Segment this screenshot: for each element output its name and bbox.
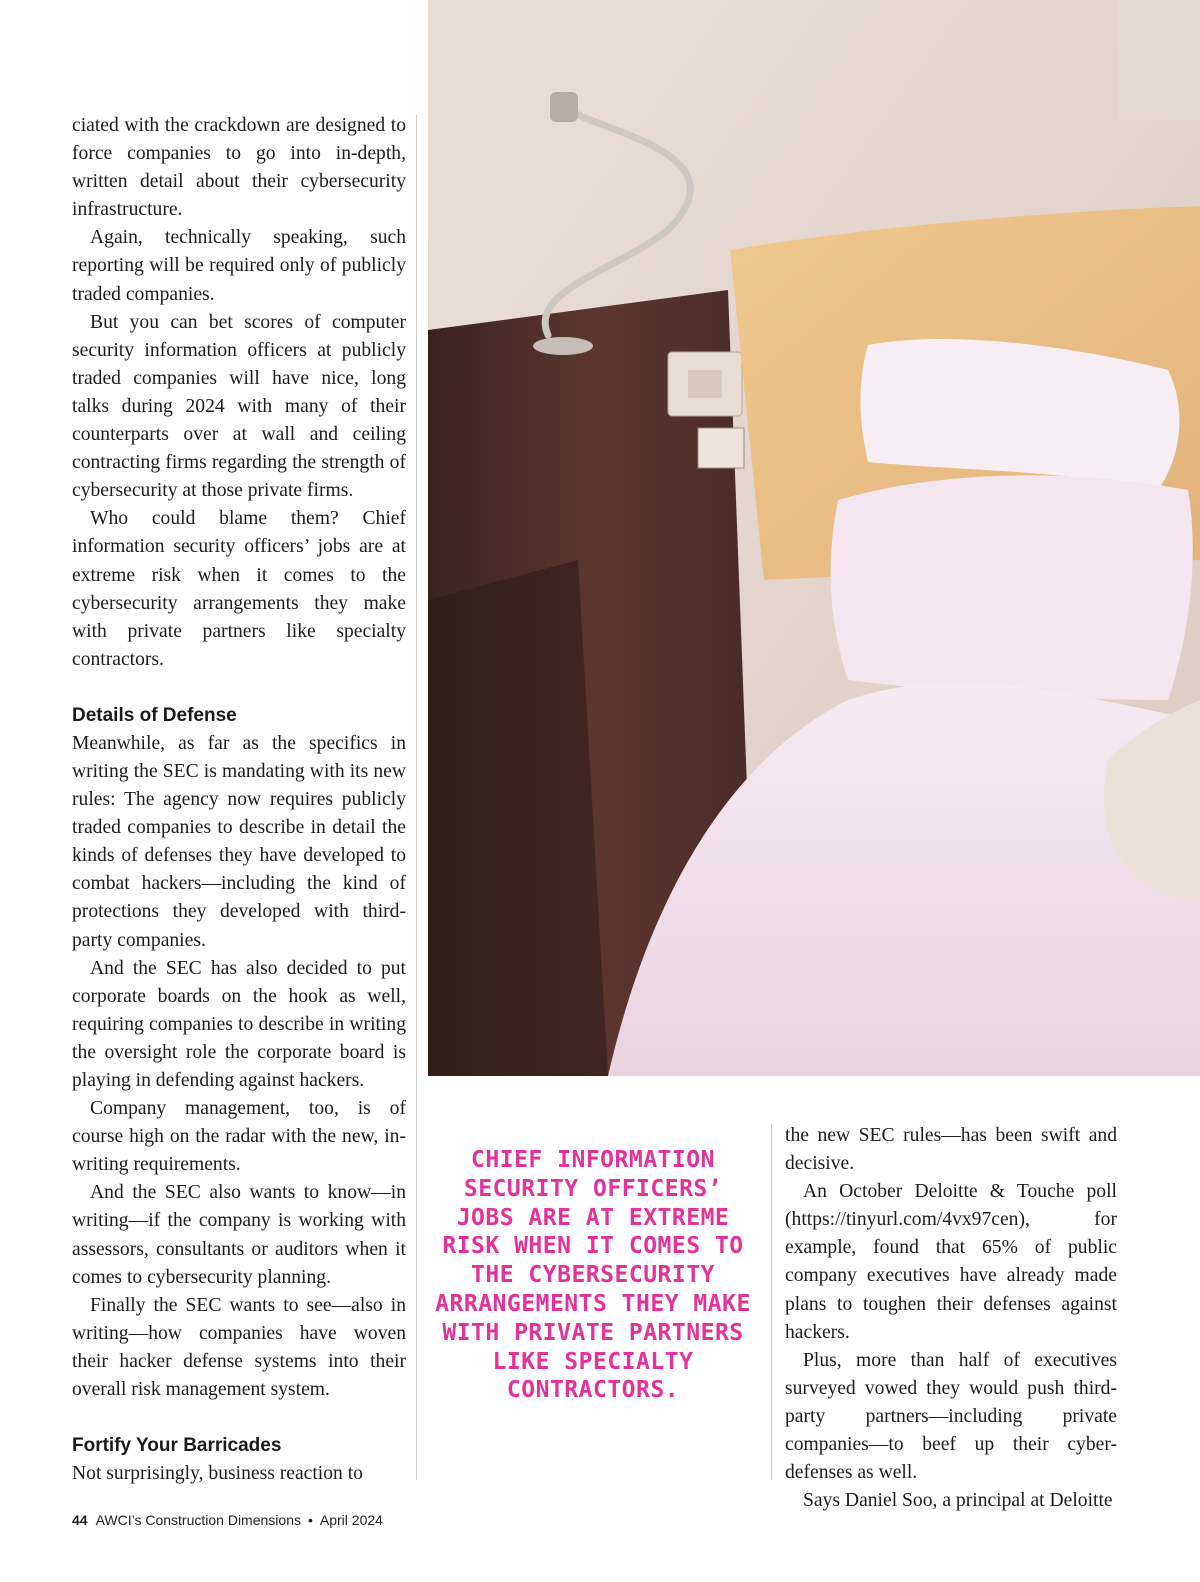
wall-picture: [1118, 0, 1200, 120]
section-heading-details-of-defense: Details of Defense: [72, 704, 237, 726]
pillow: [831, 475, 1193, 700]
page-number: 44: [72, 1512, 88, 1528]
paragraph: Plus, more than half of executives surveyed vowed they would push third-party partners—including private companies—to beef up their cyber-defenses as well.: [785, 1349, 1117, 1484]
paragraph: Again, technically speaking, such reporting will be required only of publicly traded companies.: [72, 227, 406, 305]
paragraph: ciated with the crackdown are designed to force companies to go into in-depth, written detail about their cybersecurity infrastructure.: [72, 115, 406, 221]
paragraph: And the SEC has also decided to put corporate boards on the hook as well, requiring companies to describe in writing the oversight role the corporate board is playing in defending against hackers.: [72, 957, 406, 1091]
page-footer: [72, 1512, 383, 1528]
paragraph: But you can bet scores of computer security information officers at publicly traded companies will have nice, long talks during 2024 with many of their counterparts over at wall and ceiling contracting firms regarding the strength of cybersecurity at those private firms.: [72, 311, 406, 502]
paragraph: the new SEC rules—has been swift and decisive.: [785, 1125, 1117, 1175]
paragraph: An October Deloitte & Touche poll (https://tinyurl.com/4vx97cen), for example, found that 65% of public company executives have already made plans to toughen their defenses against hackers.: [785, 1181, 1117, 1343]
reading-lamp-base: [533, 337, 593, 355]
pull-quote: CHIEF INFORMATION SECURITY OFFICERS’ JOBS ARE AT EXTREME RISK WHEN IT COMES TO THE CYBERSECURITY ARRANGEMENTS THEY MAKE WITH PRIVATE PARTNERS LIKE SPECIALTY CONTRACTORS.: [435, 1147, 751, 1404]
paragraph: Company management, too, is of course high on the radar with the new, in-writing requirements.: [72, 1098, 406, 1176]
paragraph: Says Daniel Soo, a principal at Deloitte: [803, 1490, 1113, 1512]
paragraph: Finally the SEC wants to see—also in writing—how companies have woven their hacker defense systems into their overall risk management system.: [72, 1294, 406, 1401]
paragraph: Who could blame them? Chief information security officers’ jobs are at extreme risk when it comes to the cybersecurity arrangements they make with private partners like specialty contractors.: [72, 508, 406, 670]
bed-illustration: [428, 0, 1200, 1076]
nightstand-shadow: [428, 560, 608, 1076]
column-divider: [416, 115, 417, 1480]
switch-buttons: [688, 370, 722, 398]
column-divider: [771, 1124, 772, 1480]
publication-name: AWCI’s Construction Dimensions: [95, 1512, 301, 1528]
footer-separator: •: [307, 1512, 313, 1528]
issue-date: April 2024: [319, 1512, 383, 1528]
section-heading-fortify-your-barricades: Fortify Your Barricades: [72, 1435, 282, 1457]
reading-lamp-head: [550, 92, 578, 122]
no-smoking-sign: [698, 428, 744, 468]
paragraph: Not surprisingly, business reaction to: [72, 1463, 363, 1485]
right-column: [785, 1122, 1117, 1515]
paragraph: And the SEC also wants to know—in writing—if the company is working with assessors, consultants or auditors when it comes to cybersecurity planning.: [72, 1182, 406, 1288]
bed-photo: [428, 0, 1200, 1076]
paragraph: Meanwhile, as far as the specifics in writing the SEC is mandating with its new rules: The agency now requires publicly traded companies to describe in detail the kinds of defenses they have developed to combat hackers—including the kind of protections they developed with third-party companies.: [72, 732, 406, 951]
left-column: [72, 112, 406, 1488]
